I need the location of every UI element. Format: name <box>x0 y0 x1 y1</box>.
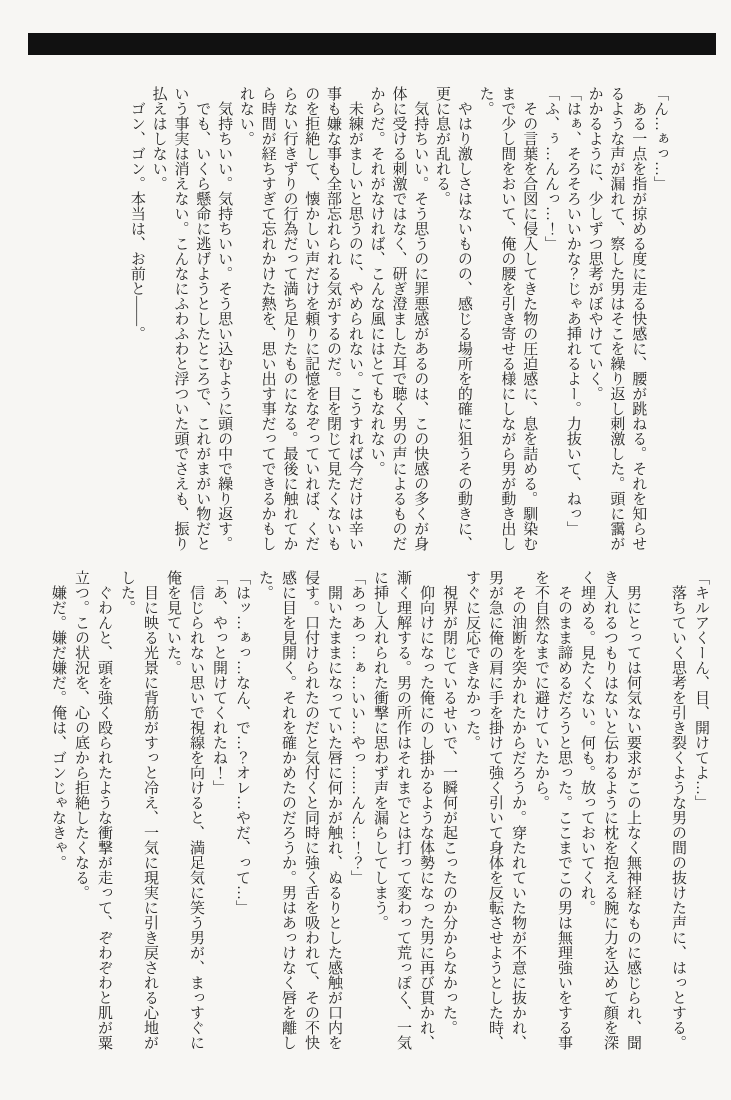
paragraph: 「あっあっ…ぁ…いい…やっ……んん…！？」 <box>349 570 365 885</box>
paragraph: その言葉を合図に侵入してきた物の圧迫感に、息を詰める。馴染むまで少し間をおいて、俺の腰を引き寄せる様にしながら男が動き出した。 <box>477 86 538 551</box>
paragraph: やはり激しさはないものの、感じる場所を的確に狙うその動きに、更に息が乱れる。 <box>434 86 472 551</box>
paragraph: 男にとっては何気ない要求がこの上なく無神経なものに感じられ、聞き入れるつもりはないと伝わるように枕を抱える腕に力を込めて顔を深く埋める。見たくない。何も。放っておいてくれ。 <box>579 570 641 1050</box>
paragraph: 視界が閉じているせいで、一瞬何が起こったのか分からなかった。 <box>441 570 457 1035</box>
paragraph: 気持ちいい。そう思うのに罪悪感があるのは、この快感の多くが身体に受ける刺激ではなく、研ぎ澄ました耳で聴く男の声によるものだからだ。それがなければ、こんな風にはとてもなれない。 <box>368 86 429 551</box>
paragraph: 「ふ、ぅ…んんっ…！」 <box>543 86 560 251</box>
paragraph: 仰向けになった俺にのし掛かるような体勢になった男に再び貫かれ、漸く理解する。男の所作はそれまでとは打って変わって荒っぽく、一気に挿し入れられた衝撃に思わず声を漏らしてしまう。 <box>372 570 434 1050</box>
paragraph: その油断を突かれたからだろうか。穿たれていた物が不意に抜かれ、男が急に俺の肩に手を掛けて強く引いて身体を反転させようとした時、すぐに反応できなかった。 <box>464 570 526 1050</box>
paragraph: そのまま諦めるだろうと思った。ここまでこの男は無理強いをする事を不自然なまでに避けていたから。 <box>533 570 572 1050</box>
paragraph: 「はッ…ぁっ…なん、で…？オレ…やだ、って…」 <box>234 570 250 915</box>
paragraph: ぐわんと、頭を強く殴られたような衝撃が走って、ぞわぞわと肌が粟立つ。この状況を、心の底から拒絶したくなる。 <box>73 570 112 1050</box>
paragraph: 気持ちいい。気持ちいい。そう思い込むように頭の中で繰り返す。 <box>216 86 233 551</box>
paragraph: 目に映る光景に背筋がすっと冷え、一気に現実に引き戻される心地がした。 <box>119 570 158 1050</box>
lower-text-block <box>46 570 712 1052</box>
paragraph: 落ちていく思考を引き裂くような男の間の抜けた声に、はっとする。 <box>670 570 686 1050</box>
paragraph: ある一点を指が掠める度に走る快感に、腰が跳ねる。それを知らせるような声が漏れて、察した男はそこを繰り返し刺激した。頭に靄がかかるように、少しずつ思考がぼやけていく。 <box>586 86 647 551</box>
upper-text-block <box>125 86 670 556</box>
paragraph: 「ん…ぁっ…」 <box>652 86 668 191</box>
paragraph: 「はぁ、そろそろいいかな？じゃあ挿れるよー。力抜いて、ねっ」 <box>564 86 581 536</box>
paragraph: 信じられない思いで視線を向けると、満足気に笑う男が、まっすぐに俺を見ていた。 <box>165 570 204 1050</box>
paragraph: 「あ、やっと開けてくれたね！」 <box>211 570 227 795</box>
paragraph: 未練がましいと思うのに、やめられない。こうすれば今だけは辛い事も嫌な事も全部忘れられる気がするのだ。目を閉じて見たくないものを拒絶して、懐かしい声だけを頼りに記憶をなぞっていれば、くだらない行きずりの行為だって満ち足りたものになる。最後に触れてから時間が経ちすぎて忘れかけた熱を、思い出す事だってできるかもしれない。 <box>237 86 363 551</box>
paragraph: でも、いくら懸命に逃げようとしたところで、これがまがい物だという事実は消えない。こんなにふわふわと浮ついた頭でさえも、振り払えはしない。 <box>150 86 211 551</box>
paragraph: 「キルアくーん、目、開けてよ…」 <box>693 570 709 810</box>
paragraph: 嫌だ。嫌だ嫌だ。俺は、ゴンじゃなきゃ。 <box>50 570 66 870</box>
paragraph: 開いたままになっていた唇に何かが触れ、ぬるりとした感触が口内を侵す。口付けられたのだと気付くと同時に強く舌を吸われて、その不快感に目を見開く。それを確かめたのだろうか。男はあっけなく唇を離した。 <box>257 570 342 1050</box>
paragraph: ゴン、ゴン。本当は、お前と――。 <box>128 86 145 341</box>
scan-artifact-bar <box>28 33 716 55</box>
